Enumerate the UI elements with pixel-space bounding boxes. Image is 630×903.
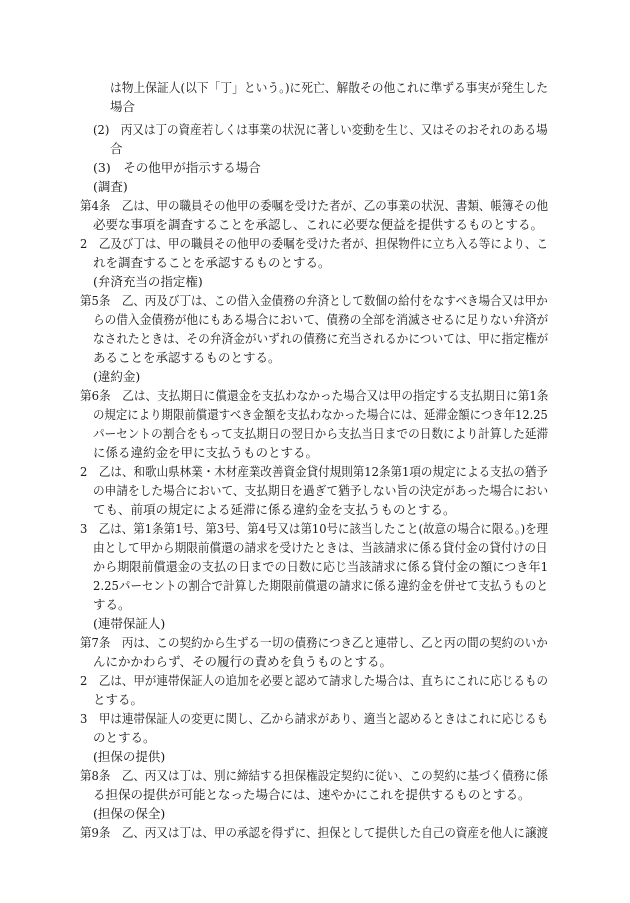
text-line: 合 bbox=[110, 141, 123, 156]
article-line: 第5条 乙、丙及び丁は、この借入金債務の弁済として数個の給付をなすべき場合又は甲か bbox=[80, 293, 548, 308]
text-line: る担保の提供が可能となった場合には、速やかにこれを提供するものとする。 bbox=[93, 787, 531, 802]
section-heading: (担保の保全) bbox=[93, 806, 166, 821]
text-line: れを調査することを承認するものとする。 bbox=[93, 255, 331, 270]
article-line: 第9条 乙、丙又は丁は、甲の承認を得ずに、担保として提供した自己の資産を他人に譲渡 bbox=[80, 825, 548, 840]
section-heading: (弁済充当の指定権) bbox=[93, 274, 203, 289]
paragraph-line: 2 乙は、和歌山県林業・木材産業改善資金貸付規則第12条第1項の規定による支払の猶予 bbox=[80, 464, 548, 479]
paragraph-line: 3 甲は連帯保証人の変更に関し、乙から請求があり、適当と認めるときはこれに応じるも bbox=[80, 711, 548, 726]
text-line: らの借入金債務が他にもある場合において、債務の全部を消滅させるに足りない弁済が bbox=[93, 312, 549, 327]
text-line: あることを承認するものとする。 bbox=[93, 350, 281, 365]
text-line: は物上保証人(以下「丁」という。)に死亡、解散その他これに準ずる事実が発生した bbox=[110, 80, 549, 95]
paragraph-line: 3 乙は、第1条第1号、第3号、第4号又は第10号に該当したこと(故意の場合に限る。)を理 bbox=[80, 521, 549, 536]
text-line: ても、前項の規定による延滞に係る違約金を支払うものとする。 bbox=[93, 502, 456, 517]
text-line: の申請をした場合において、支払期日を過ぎて猶予しない旨の決定があった場合におい bbox=[93, 483, 549, 498]
text-line: パーセントの割合をもって支払期日の翌日から支払当日までの日数により計算した延滞 bbox=[93, 426, 549, 441]
text-line: 場合 bbox=[110, 99, 136, 114]
text-line: のとする。 bbox=[93, 730, 156, 745]
paragraph-line: 2 乙及び丁は、甲の職員その他甲の委嘱を受けた者が、担保物件に立ち入る等により、こ bbox=[80, 236, 548, 251]
section-heading: (担保の提供) bbox=[93, 749, 166, 764]
section-heading: (連帯保証人) bbox=[93, 616, 166, 631]
article-line: 第7条 丙は、この契約から生ずる一切の債務につき乙と連帯し、乙と丙の間の契約のいか bbox=[80, 635, 548, 650]
text-line: なされたときは、その弁済金がいずれの債務に充当されるかについては、甲に指定権が bbox=[93, 331, 549, 346]
text-line: 必要な事項を調査することを承認し、これに必要な便益を提供するものとする。 bbox=[93, 217, 544, 232]
text-line: の規定により期限前償還すべき金額を支払わなかった場合には、延滞金額につき年12.25 bbox=[93, 407, 548, 422]
article-line: 第8条 乙、丙又は丁は、別に締結する担保権設定契約に従い、この契約に基づく債務に係 bbox=[80, 768, 548, 783]
text-line: に係る違約金を甲に支払うものとする。 bbox=[93, 445, 319, 460]
text-line: から期限前償還金の支払の日までの日数に応じ当該請求に係る貸付金の額につき年1 bbox=[93, 559, 549, 574]
text-line: 由として甲から期限前償還の請求を受けたときは、当該請求に係る貸付金の貸付けの日 bbox=[93, 540, 548, 555]
section-heading: (違約金) bbox=[93, 369, 141, 384]
article-line: 第6条 乙は、支払期日に償還金を支払わなかった場合又は甲の指定する支払期日に第1条 bbox=[80, 388, 549, 403]
text-line: する。 bbox=[93, 597, 131, 612]
text-line: とする。 bbox=[93, 692, 144, 707]
paragraph-line: 2 乙は、甲が連帯保証人の追加を必要と認めて請求した場合は、直ちにこれに応じるもの bbox=[80, 673, 548, 688]
text-line: 2.25パーセントの割合で計算した期限前償還の請求に係る違約金を併せて支払うものと bbox=[93, 578, 549, 593]
text-line: んにかかわらず、その履行の責めを負うものとする。 bbox=[93, 654, 393, 669]
text-line: (2) 丙又は丁の資産若しくは事業の状況に著しい変動を生じ、又はそのおそれのある場 bbox=[93, 122, 548, 137]
article-line: 第4条 乙は、甲の職員その他甲の委嘱を受けた者が、乙の事業の状況、書類、帳簿その他 bbox=[80, 198, 548, 213]
section-heading: (調査) bbox=[93, 179, 128, 194]
text-line: (3) その他甲が指示する場合 bbox=[93, 160, 261, 175]
